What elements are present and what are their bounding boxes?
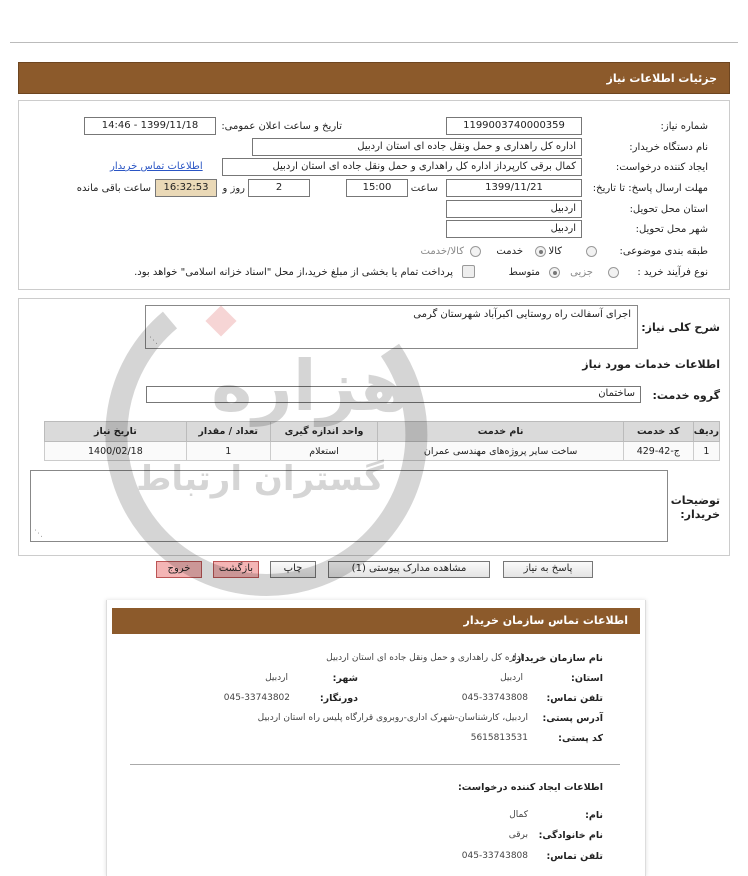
treasury-payment-checkbox[interactable] [462, 265, 475, 278]
cell-date: 1400/02/18 [45, 442, 187, 461]
process-minor-label: جزیی [570, 267, 593, 278]
back-button[interactable]: بازگشت [213, 561, 259, 578]
remaining-label: ساعت باقی مانده [76, 183, 151, 194]
summary-label: شرح کلی نیاز: [641, 321, 720, 334]
summary-text: اجرای آسفالت راه روستایی اکبرآباد شهرستان گرمی [413, 309, 631, 320]
resize-grip-icon[interactable]: ⋰ [149, 336, 158, 346]
contact-province-label: استان: [571, 673, 603, 684]
province-label: استان محل تحویل: [629, 204, 708, 215]
table-header-row [45, 422, 720, 442]
process-medium-label: متوسط [508, 267, 540, 278]
process-medium-radio[interactable] [549, 267, 560, 278]
need-number-label: شماره نیاز: [660, 121, 708, 132]
org-value: اداره کل راهداری و حمل ونقل جاده ای استان اردبیل [326, 653, 523, 663]
cell-code: ج-42-429 [623, 442, 693, 461]
postal-label: کد پستی: [558, 733, 603, 744]
col-header-code: کد خدمت [623, 422, 693, 442]
col-header-unit: واحد اندازه گیری [270, 422, 378, 442]
col-header-qty: تعداد / مقدار [186, 422, 270, 442]
deadline-date-field[interactable]: 1399/11/21 [446, 179, 582, 197]
creator-field[interactable]: کمال برقی کارپرداز اداره کل راهداری و حمل ونقل جاده ای استان اردبیل [222, 158, 582, 176]
notes-label: توضیحات خریدار: [670, 494, 720, 521]
category-service-label: خدمت [496, 246, 523, 257]
city-label: شهر محل تحویل: [635, 224, 708, 235]
print-button[interactable]: چاپ [270, 561, 316, 578]
deadline-label: مهلت ارسال پاسخ: تا تاریخ: [592, 183, 708, 194]
contact-province-value: اردبیل [500, 673, 523, 683]
services-table [44, 421, 720, 461]
fax-label: دورنگار: [319, 693, 358, 704]
address-value: اردبیل، کارشناسان-شهرک اداری-روبروی قرارگاه پلیس راه استان اردبیل [257, 713, 528, 723]
contact-info-link[interactable]: اطلاعات تماس خریدار [110, 161, 203, 172]
col-header-date: تاریخ نیاز [45, 422, 187, 442]
notes-resize-grip-icon[interactable]: ⋰ [34, 529, 43, 539]
col-header-name: نام خدمت [378, 422, 623, 442]
category-goods-label: کالا [548, 246, 562, 257]
time-label: ساعت [410, 183, 438, 194]
creator-family-label: نام خانوادگی: [538, 830, 603, 841]
city-field[interactable]: اردبیل [446, 220, 582, 238]
group-label: گروه خدمت: [652, 389, 720, 402]
top-divider [10, 42, 738, 43]
days-field[interactable]: 2 [248, 179, 310, 197]
creator-family-value: برقی [508, 830, 528, 840]
announce-label: تاریخ و ساعت اعلان عمومی: [221, 121, 342, 132]
creator-info-title: اطلاعات ایجاد کننده درخواست: [457, 782, 603, 793]
days-label: روز و [222, 183, 245, 194]
remaining-time-field[interactable]: 16:32:53 [155, 179, 217, 197]
phone-value: 045-33743808 [461, 693, 528, 703]
creator-name-value: کمال [509, 810, 528, 820]
creator-phone-value: 045-33743808 [461, 851, 528, 861]
province-field[interactable]: اردبیل [446, 200, 582, 218]
category-label: طبقه بندی موضوعی: [619, 246, 708, 257]
address-label: آدرس پستی: [542, 713, 603, 724]
contact-city-label: شهر: [332, 673, 358, 684]
creator-label: ایجاد کننده درخواست: [615, 162, 708, 173]
announce-field[interactable]: 1399/11/18 - 14:46 [84, 117, 216, 135]
treasury-payment-note: پرداخت تمام یا بخشی از مبلغ خرید،از محل "اسناد خزانه اسلامی" خواهد بود. [134, 267, 453, 278]
category-both-label: کالا/خدمت [420, 246, 464, 257]
buyer-label: نام دستگاه خریدار: [629, 142, 708, 153]
group-field[interactable]: ساختمان [146, 386, 641, 403]
org-label: نام سازمان خریدار: [512, 653, 603, 664]
attachments-button[interactable]: مشاهده مدارک پیوستی (1) [328, 561, 490, 578]
notes-textarea[interactable] [30, 470, 668, 542]
category-goods-radio[interactable] [586, 246, 597, 257]
contact-city-value: اردبیل [265, 673, 288, 683]
contact-card-title: اطلاعات تماس سازمان خریدار [112, 608, 640, 634]
creator-name-label: نام: [585, 810, 603, 821]
process-minor-radio[interactable] [608, 267, 619, 278]
postal-value: 5615813531 [470, 733, 528, 743]
category-both-radio[interactable] [470, 246, 481, 257]
col-header-row-num: ردیف [693, 422, 719, 442]
services-title: اطلاعات خدمات مورد نیاز [582, 358, 720, 371]
cell-name: ساخت سایر پروژه‌های مهندسی عمران [378, 442, 623, 461]
summary-textarea[interactable] [145, 305, 638, 349]
cell-unit: استعلام [270, 442, 378, 461]
buyer-field[interactable]: اداره کل راهداری و حمل ونقل جاده ای استان اردبیل [252, 138, 582, 156]
deadline-time-field[interactable]: 15:00 [346, 179, 408, 197]
table-row[interactable] [45, 442, 720, 461]
fax-value: 045-33743802 [223, 693, 290, 703]
page-header: جزئیات اطلاعات نیاز [18, 62, 730, 94]
contact-separator [130, 764, 620, 765]
cell-qty: 1 [186, 442, 270, 461]
process-label: نوع فرآیند خرید : [637, 267, 708, 278]
need-number-field[interactable]: 1199003740000359 [446, 117, 582, 135]
creator-phone-label: تلفن تماس: [546, 851, 603, 862]
category-service-radio[interactable] [535, 246, 546, 257]
cell-row-num: 1 [693, 442, 719, 461]
exit-button[interactable]: خروج [156, 561, 202, 578]
reply-button[interactable]: پاسخ به نیاز [503, 561, 593, 578]
phone-label: تلفن تماس: [546, 693, 603, 704]
